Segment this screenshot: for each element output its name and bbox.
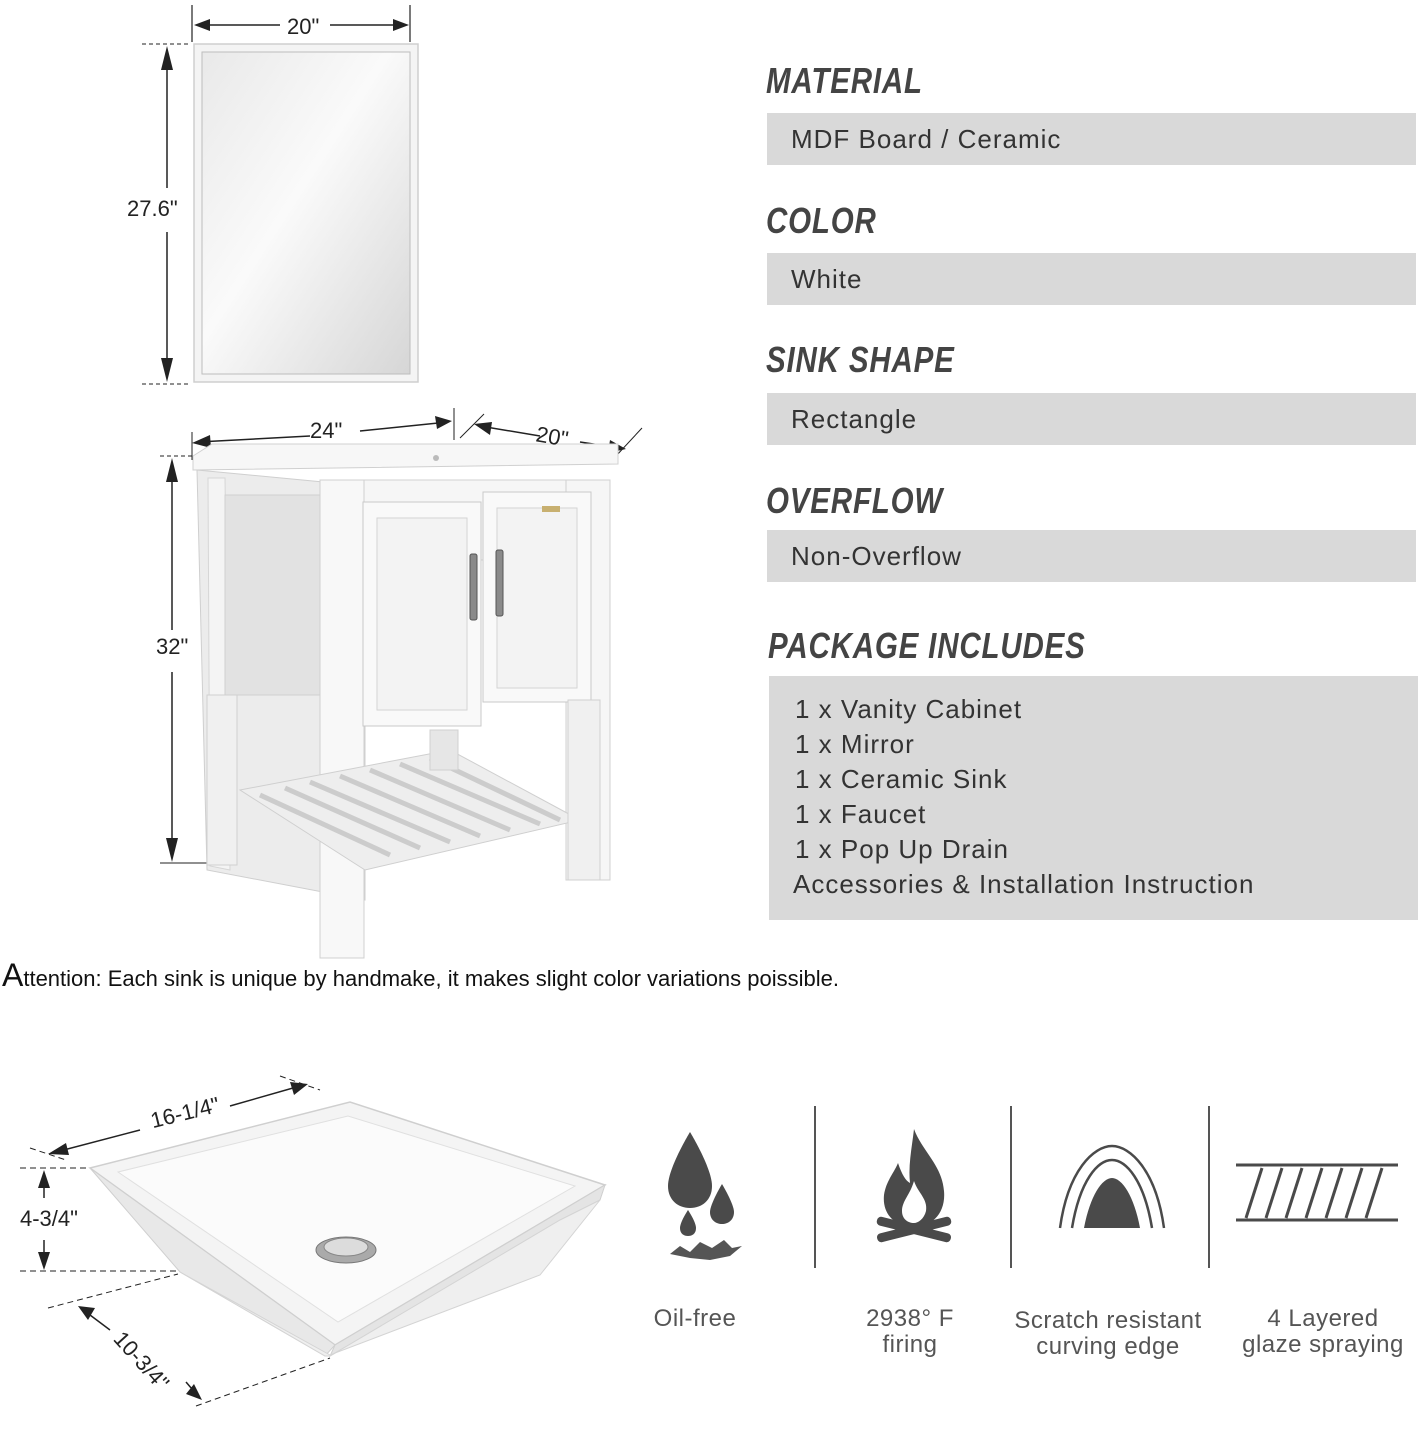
vanity-cabinet-diagram [150, 400, 650, 965]
sink-height-label: 4-3/4" [20, 1206, 78, 1231]
feature-divider [1208, 1106, 1210, 1268]
feature-line: glaze spraying [1242, 1331, 1404, 1358]
package-item: 1 x Ceramic Sink [795, 764, 1008, 794]
spec-value-overflow: Non-Overflow [767, 530, 1416, 582]
vessel-sink-diagram [0, 1060, 640, 1431]
feature-label-scratch [1002, 1308, 1214, 1360]
feature-label-firing [840, 1306, 980, 1358]
feature-line: Scratch resistant [1014, 1307, 1202, 1334]
fire-icon [872, 1125, 956, 1255]
feature-divider [814, 1106, 816, 1268]
attention-initial: A [2, 957, 24, 993]
package-item: 1 x Pop Up Drain [795, 834, 1009, 864]
mirror-width-label: 20" [287, 14, 320, 39]
spec-value-sink-shape: Rectangle [767, 393, 1416, 445]
feature-label-glaze [1230, 1306, 1416, 1358]
spec-value-material: MDF Board / Ceramic [767, 113, 1416, 165]
feature-line: Oil-free [653, 1305, 737, 1332]
sink-width-label: 16-1/4" [147, 1091, 223, 1134]
feature-line: 2938° F [866, 1305, 954, 1332]
feature-line: firing [882, 1331, 938, 1358]
spec-value-color: White [767, 253, 1416, 305]
glaze-layers-icon [1234, 1162, 1400, 1224]
feature-label-oil-free [630, 1306, 760, 1332]
feature-line: curving edge [1036, 1333, 1180, 1360]
package-title: PACKAGE INCLUDES [768, 625, 1086, 666]
package-item: Accessories & Installation Instruction [793, 869, 1255, 899]
attention-text: ttention: Each sink is unique by handmake, it makes slight color variations poissible. [23, 966, 839, 991]
mirror-height-label: 27.6" [127, 196, 178, 221]
spec-title-overflow: OVERFLOW [766, 480, 944, 521]
arch-icon [1056, 1140, 1168, 1232]
feature-divider [1010, 1106, 1012, 1268]
package-list [769, 676, 1418, 920]
attention-note [2, 957, 839, 994]
spec-title-sink-shape: SINK SHAPE [766, 339, 955, 380]
package-item: 1 x Mirror [795, 729, 915, 759]
spec-title-material: MATERIAL [766, 60, 923, 101]
cabinet-height-label: 32" [156, 634, 189, 659]
water-drops-icon [660, 1128, 750, 1268]
sink-depth-label: 10-3/4" [108, 1326, 175, 1396]
feature-line: 4 Layered [1267, 1305, 1379, 1332]
cabinet-width-label: 24" [310, 418, 343, 443]
package-item: 1 x Vanity Cabinet [795, 694, 1023, 724]
spec-title-color: COLOR [766, 200, 877, 241]
cabinet-depth-label: 20" [534, 421, 571, 452]
package-item: 1 x Faucet [795, 799, 927, 829]
